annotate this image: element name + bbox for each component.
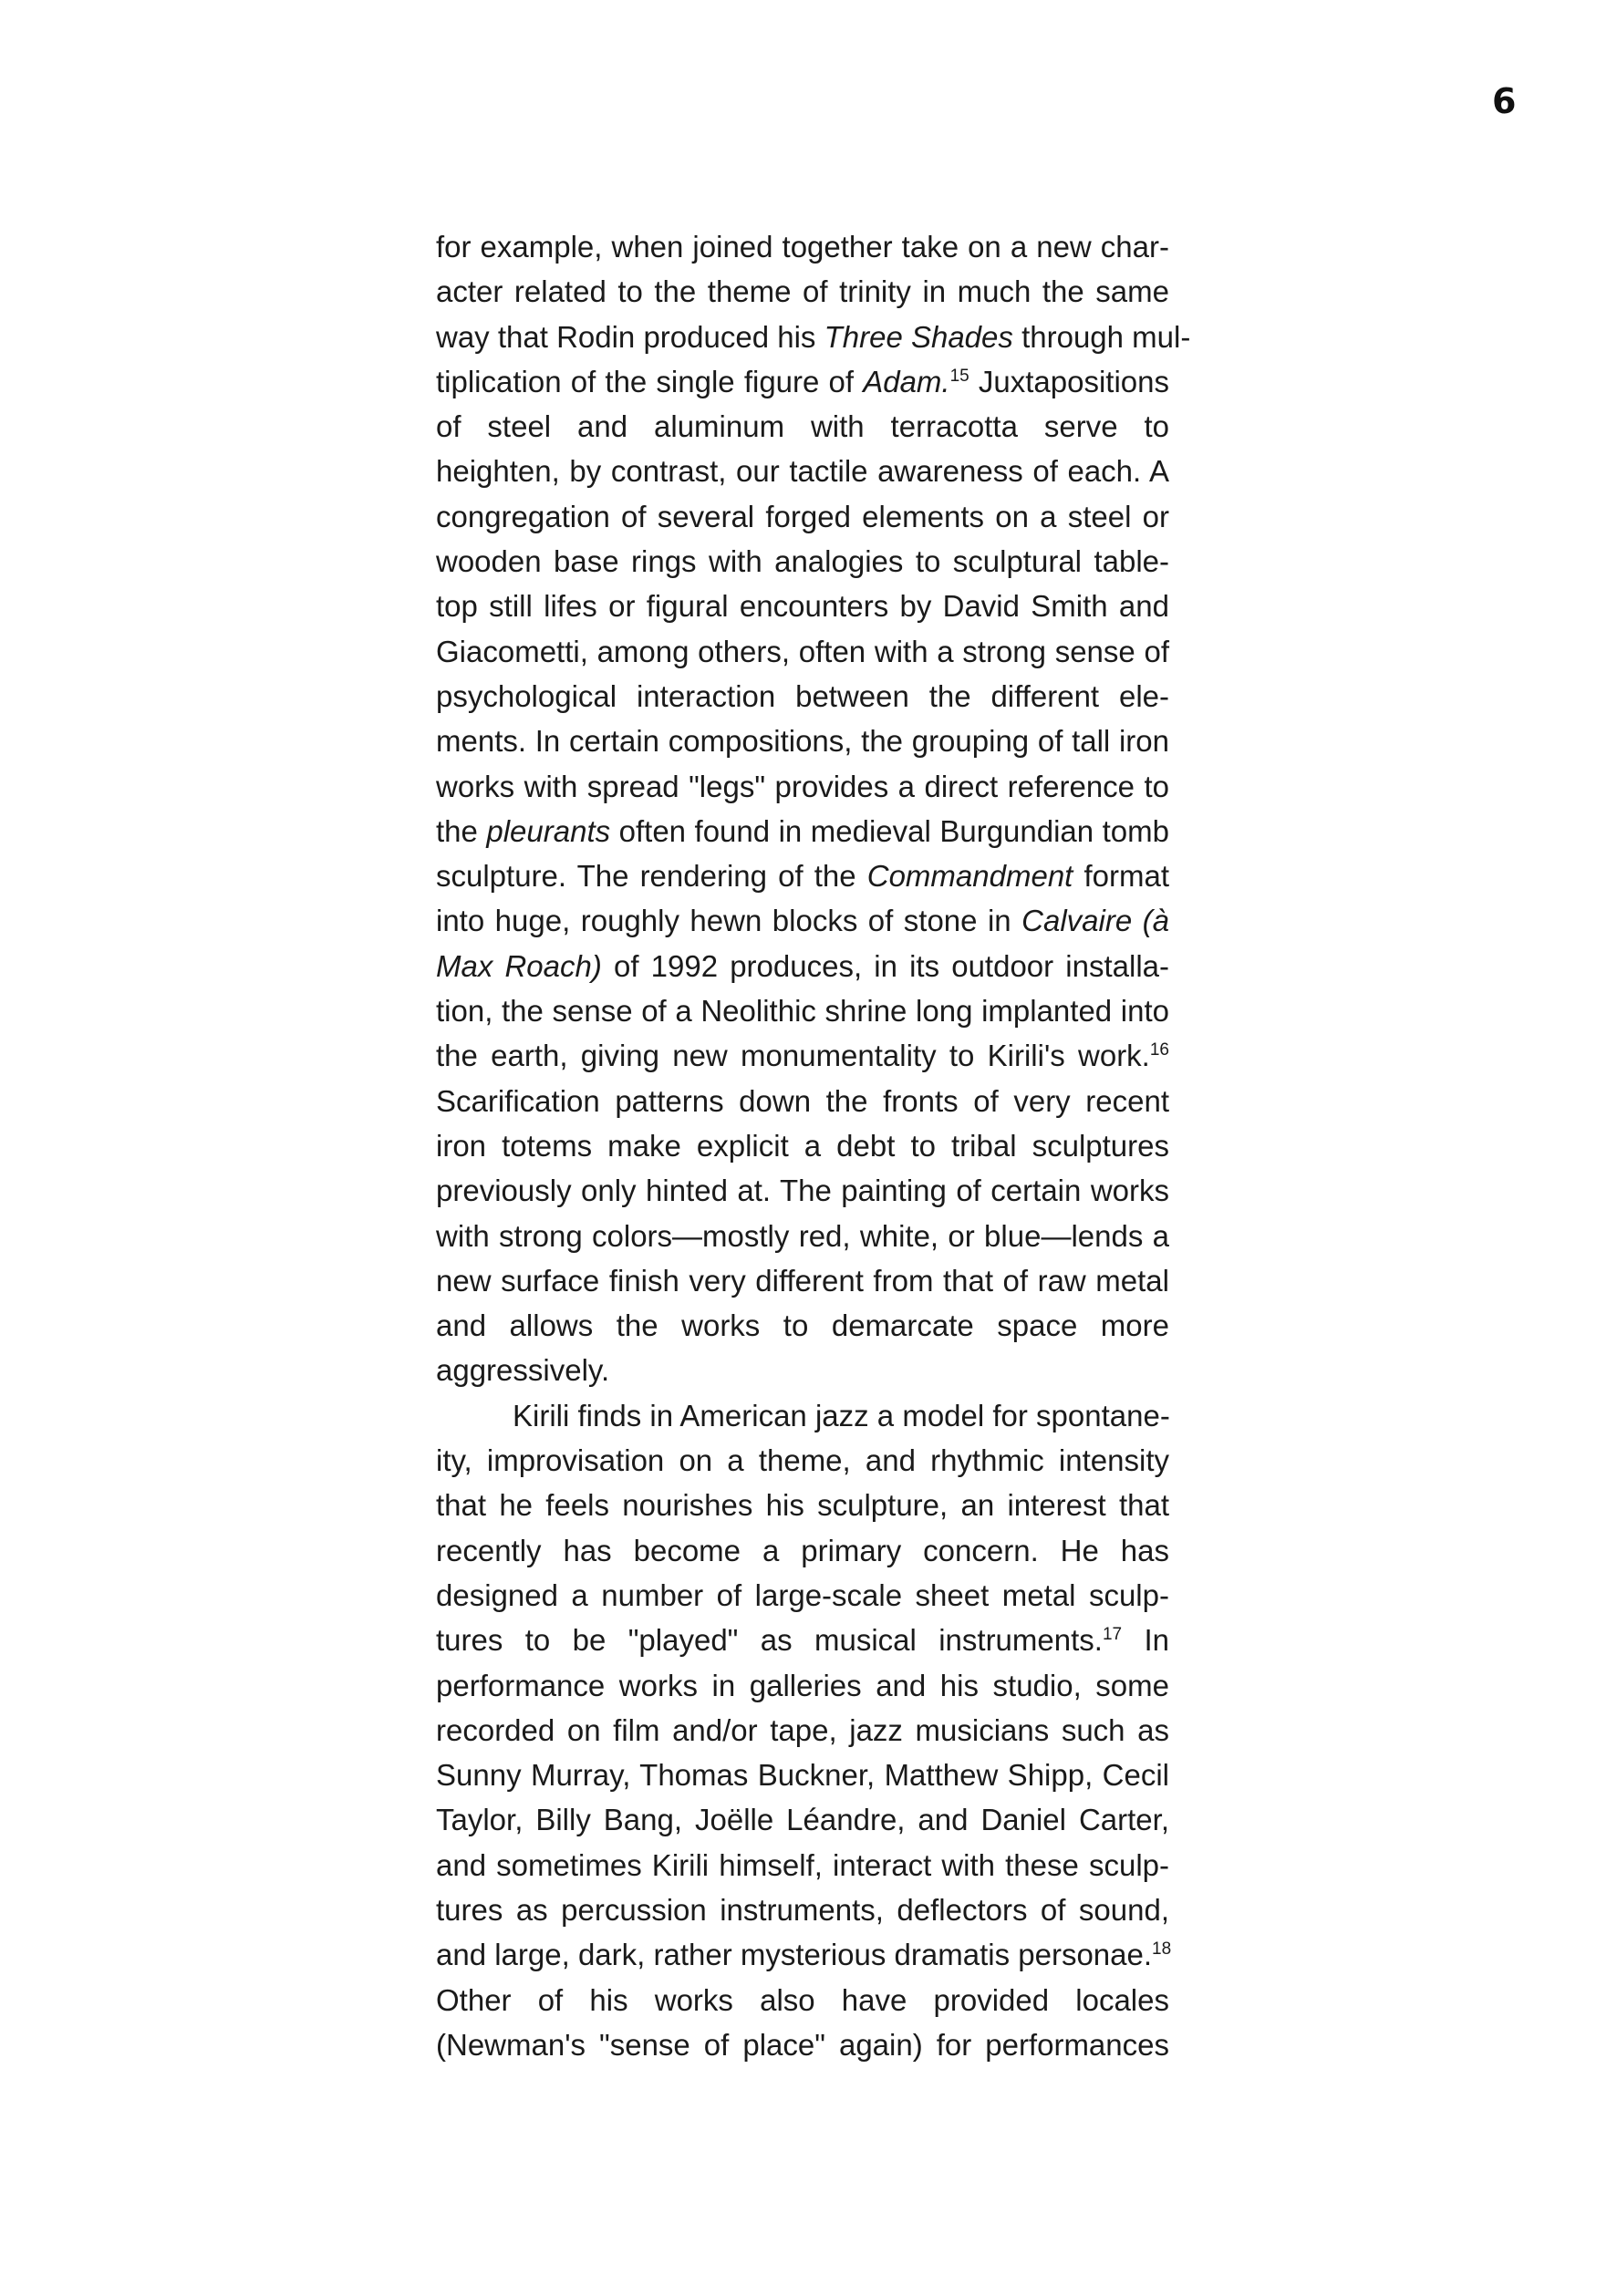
- text-segment: of 1992 produces, in its outdoor installa-: [601, 948, 1169, 983]
- text-line: [436, 1708, 1169, 1753]
- text-segment: In: [1122, 1623, 1169, 1658]
- italic-title: pleurants: [486, 813, 611, 848]
- text-line: [436, 1303, 1169, 1348]
- text-segment: psychological interaction between the different ele-: [436, 678, 1169, 713]
- text-segment: sculpture. The rendering of the: [436, 859, 867, 894]
- text-segment: format: [1073, 859, 1169, 894]
- italic-title: Three Shades: [824, 319, 1013, 354]
- text-segment: previously only hinted at. The painting of certain works: [436, 1174, 1169, 1208]
- text-line: [436, 1843, 1169, 1887]
- text-segment: that he feels nourishes his sculpture, an interest that: [436, 1488, 1169, 1523]
- text-segment: designed a number of large-scale sheet metal sculp-: [436, 1577, 1169, 1612]
- text-line: [436, 674, 1169, 719]
- text-line: [436, 1753, 1169, 1797]
- text-segment: ments. In certain compositions, the grouping of tall iron: [436, 724, 1169, 759]
- text-segment: and large, dark, rather mysterious dramatis personae.: [436, 1938, 1153, 1972]
- text-line: [436, 719, 1169, 763]
- text-line: [436, 269, 1169, 314]
- text-segment: way that Rodin produced his: [436, 319, 824, 354]
- text-line: [436, 853, 1169, 898]
- text-segment: Kirili finds in American jazz a model for spontane-: [513, 1398, 1170, 1432]
- footnote-marker: 16: [1149, 1040, 1169, 1060]
- text-segment: heighten, by contrast, our tactile awareness of each. A: [436, 454, 1169, 489]
- italic-title: Calvaire (à: [1021, 904, 1169, 938]
- text-segment: through mul-: [1012, 319, 1191, 354]
- text-segment: Scarification patterns down the fronts of very recent: [436, 1083, 1169, 1118]
- text-segment: wooden base rings with analogies to sculptural table-: [436, 544, 1169, 579]
- footnote-marker: 15: [949, 366, 969, 386]
- text-line: [436, 809, 1169, 853]
- text-line: [436, 539, 1169, 584]
- text-segment: tion, the sense of a Neolithic shrine long implanted into: [436, 994, 1169, 1029]
- text-line: [436, 1393, 1169, 1438]
- text-segment: tiplication of the single figure of: [436, 364, 864, 398]
- text-segment: works with spread "legs" provides a direct reference to: [436, 769, 1169, 803]
- text-line: [436, 315, 1191, 359]
- text-segment: Juxtapositions: [969, 364, 1169, 398]
- text-line: [436, 1663, 1169, 1708]
- text-segment: with strong colors—mostly red, white, or blue—lends a: [436, 1218, 1169, 1253]
- text-segment: the: [436, 813, 487, 848]
- text-segment: acter related to the theme of trinity in much the same: [436, 274, 1169, 309]
- text-segment: recently has become a primary concern. He has: [436, 1533, 1169, 1567]
- text-segment: Taylor, Billy Bang, Joëlle Léandre, and Daniel Carter,: [436, 1803, 1169, 1837]
- text-line: [436, 494, 1169, 539]
- text-segment: of steel and aluminum with terracotta serve to: [436, 409, 1169, 444]
- text-line: [436, 359, 1169, 404]
- text-segment: ity, improvisation on a theme, and rhythmic intensity: [436, 1443, 1169, 1478]
- italic-title: Adam.: [863, 364, 950, 398]
- text-segment: Other of his works also have provided locales: [436, 1982, 1169, 2017]
- text-line: [436, 1258, 1169, 1303]
- text-segment: aggressively.: [436, 1353, 610, 1388]
- text-line: [436, 1797, 1169, 1842]
- text-line: [436, 764, 1169, 809]
- text-segment: top still lifes or figural encounters by David Smith and: [436, 589, 1169, 624]
- page-number: 6: [1492, 81, 1517, 121]
- text-segment: Giacometti, among others, often with a strong sense of: [436, 634, 1169, 668]
- text-line: [436, 1123, 1169, 1168]
- text-segment: new surface finish very different from that of raw metal: [436, 1263, 1169, 1298]
- text-segment: into huge, roughly hewn blocks of stone in: [436, 904, 1022, 938]
- footnote-marker: 17: [1102, 1625, 1123, 1645]
- text-line: [436, 449, 1169, 493]
- text-line: [436, 1618, 1169, 1662]
- text-segment: (Newman's "sense of place" again) for performances: [436, 2027, 1169, 2062]
- text-segment: recorded on film and/or tape, jazz musicians such as: [436, 1712, 1169, 1747]
- text-line: [436, 1528, 1169, 1573]
- text-line: [436, 1214, 1169, 1258]
- text-segment: the earth, giving new monumentality to Kirili's work.: [436, 1039, 1150, 1073]
- text-segment: for example, when joined together take on a new char-: [436, 230, 1169, 264]
- text-line: [436, 1079, 1169, 1123]
- text-line: [436, 1033, 1169, 1078]
- text-line: [436, 1978, 1169, 2022]
- italic-title: Max Roach): [436, 948, 602, 983]
- text-segment: congregation of several forged elements on a steel or: [436, 499, 1169, 533]
- text-line: [436, 404, 1169, 449]
- text-line: [436, 944, 1169, 988]
- text-line: [436, 988, 1169, 1033]
- text-segment: iron totems make explicit a debt to tribal sculptures: [436, 1128, 1169, 1163]
- text-line: [436, 898, 1169, 943]
- text-segment: often found in medieval Burgundian tomb: [610, 813, 1169, 848]
- text-segment: tures to be "played" as musical instruments.: [436, 1623, 1103, 1658]
- text-line: [436, 1483, 1169, 1527]
- text-line: [436, 629, 1169, 674]
- text-segment: and sometimes Kirili himself, interact with these sculp-: [436, 1847, 1169, 1882]
- text-line: [436, 1932, 1172, 1977]
- text-line: [436, 1573, 1169, 1618]
- text-segment: performance works in galleries and his studio, some: [436, 1668, 1169, 1702]
- italic-title: Commandment: [866, 859, 1073, 894]
- body-text: [436, 224, 1191, 2067]
- text-line: [436, 1887, 1169, 1932]
- text-line: [436, 2022, 1169, 2067]
- text-line: [436, 1348, 1169, 1392]
- text-segment: tures as percussion instruments, deflectors of sound,: [436, 1892, 1169, 1927]
- text-line: [436, 584, 1169, 628]
- text-segment: Sunny Murray, Thomas Buckner, Matthew Shipp, Cecil: [436, 1758, 1169, 1793]
- text-line: [436, 1168, 1169, 1213]
- footnote-marker: 18: [1152, 1939, 1172, 1960]
- text-line: [436, 224, 1169, 269]
- text-line: [436, 1438, 1169, 1483]
- text-segment: and allows the works to demarcate space more: [436, 1308, 1169, 1343]
